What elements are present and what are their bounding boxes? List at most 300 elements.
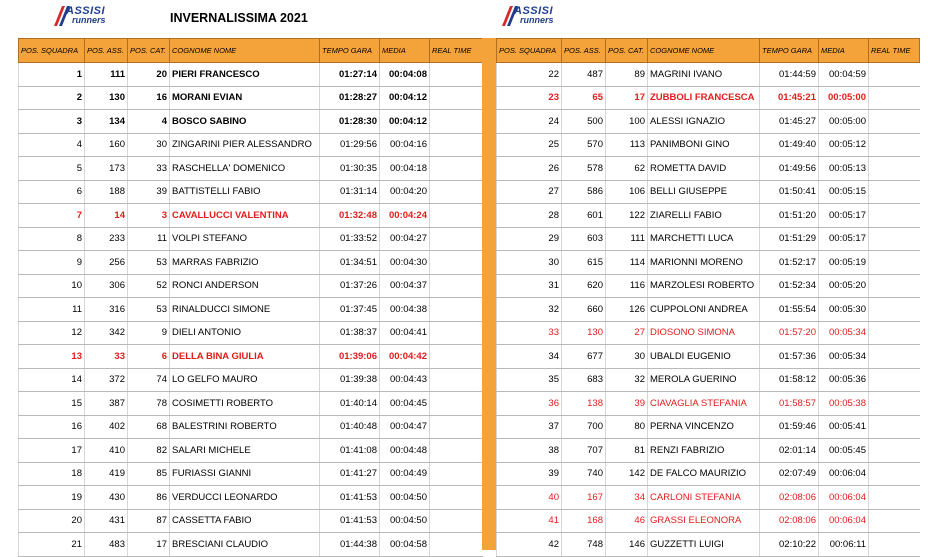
cell-pos-squadra: 31 — [497, 274, 562, 298]
cell-tempo-gara: 01:39:38 — [320, 368, 380, 392]
cell-real-time — [869, 227, 920, 251]
cell-tempo-gara: 01:52:17 — [760, 251, 819, 275]
cell-pos-squadra: 14 — [19, 368, 85, 392]
cell-real-time — [430, 274, 483, 298]
cell-pos-squadra: 2 — [19, 86, 85, 110]
cell-tempo-gara: 01:41:53 — [320, 509, 380, 533]
cell-real-time — [430, 462, 483, 486]
cell-pos-cat: 82 — [128, 439, 170, 463]
cell-pos-squadra: 15 — [19, 392, 85, 416]
cell-pos-ass: 160 — [85, 133, 128, 157]
cell-pos-ass: 586 — [562, 180, 606, 204]
cell-pos-cat: 111 — [606, 227, 648, 251]
cell-pos-cat: 11 — [128, 227, 170, 251]
cell-pos-ass: 130 — [85, 86, 128, 110]
cell-pos-ass: 130 — [562, 321, 606, 345]
table-row — [497, 415, 920, 439]
col-header-pos-cat: POS. CAT. — [606, 39, 648, 63]
table-row — [497, 251, 920, 275]
cell-media: 00:06:04 — [819, 509, 869, 533]
cell-cognome-nome: MORANI EVIAN — [170, 86, 320, 110]
table-row — [19, 110, 483, 134]
cell-pos-ass: 233 — [85, 227, 128, 251]
col-header-pos-ass: POS. ASS. — [562, 39, 606, 63]
cell-tempo-gara: 02:10:22 — [760, 533, 819, 557]
cell-pos-cat: 113 — [606, 133, 648, 157]
cell-media: 00:05:34 — [819, 345, 869, 369]
table-row — [497, 180, 920, 204]
cell-cognome-nome: PANIMBONI GINO — [648, 133, 760, 157]
cell-pos-ass: 487 — [562, 63, 606, 87]
table-row — [19, 415, 483, 439]
cell-cognome-nome: BALESTRINI ROBERTO — [170, 415, 320, 439]
cell-real-time — [869, 392, 920, 416]
table-row — [497, 368, 920, 392]
cell-tempo-gara: 01:31:14 — [320, 180, 380, 204]
cell-pos-cat: 39 — [606, 392, 648, 416]
cell-pos-cat: 122 — [606, 204, 648, 228]
cell-pos-squadra: 34 — [497, 345, 562, 369]
results-table-left — [18, 38, 483, 557]
col-header-tempo-gara: TEMPO GARA — [320, 39, 380, 63]
cell-real-time — [869, 204, 920, 228]
cell-pos-ass: 620 — [562, 274, 606, 298]
cell-pos-squadra: 29 — [497, 227, 562, 251]
col-header-pos-squadra: POS. SQUADRA — [497, 39, 562, 63]
cell-tempo-gara: 01:50:41 — [760, 180, 819, 204]
cell-pos-ass: 402 — [85, 415, 128, 439]
cell-pos-squadra: 38 — [497, 439, 562, 463]
cell-media: 00:05:12 — [819, 133, 869, 157]
table-row — [497, 321, 920, 345]
cell-pos-ass: 707 — [562, 439, 606, 463]
cell-cognome-nome: ROMETTA DAVID — [648, 157, 760, 181]
cell-cognome-nome: MARCHETTI LUCA — [648, 227, 760, 251]
table-row — [19, 533, 483, 557]
table-row — [19, 345, 483, 369]
cell-media: 00:05:17 — [819, 204, 869, 228]
cell-pos-cat: 142 — [606, 462, 648, 486]
cell-pos-squadra: 1 — [19, 63, 85, 87]
table-row — [19, 509, 483, 533]
table-row — [19, 63, 483, 87]
cell-media: 00:04:42 — [380, 345, 430, 369]
cell-tempo-gara: 01:39:06 — [320, 345, 380, 369]
cell-cognome-nome: GUZZETTI LUIGI — [648, 533, 760, 557]
cell-cognome-nome: BATTISTELLI FABIO — [170, 180, 320, 204]
cell-real-time — [869, 345, 920, 369]
cell-media: 00:04:08 — [380, 63, 430, 87]
cell-pos-cat: 85 — [128, 462, 170, 486]
cell-cognome-nome: LO GELFO MAURO — [170, 368, 320, 392]
cell-real-time — [869, 63, 920, 87]
page-title: INVERNALISSIMA 2021 — [170, 11, 308, 25]
cell-cognome-nome: MARZOLESI ROBERTO — [648, 274, 760, 298]
cell-media: 00:04:50 — [380, 486, 430, 510]
cell-real-time — [869, 86, 920, 110]
cell-media: 00:05:19 — [819, 251, 869, 275]
cell-pos-cat: 3 — [128, 204, 170, 228]
cell-pos-cat: 32 — [606, 368, 648, 392]
cell-pos-squadra: 4 — [19, 133, 85, 157]
cell-tempo-gara: 01:59:46 — [760, 415, 819, 439]
cell-pos-ass: 578 — [562, 157, 606, 181]
table-row — [497, 392, 920, 416]
cell-pos-ass: 138 — [562, 392, 606, 416]
cell-media: 00:05:15 — [819, 180, 869, 204]
cell-tempo-gara: 01:58:57 — [760, 392, 819, 416]
cell-media: 00:04:43 — [380, 368, 430, 392]
cell-pos-cat: 80 — [606, 415, 648, 439]
cell-pos-cat: 100 — [606, 110, 648, 134]
cell-real-time — [869, 509, 920, 533]
cell-cognome-nome: DIOSONO SIMONA — [648, 321, 760, 345]
logo-text-assisi: ASSISI — [514, 5, 554, 17]
cell-pos-squadra: 39 — [497, 462, 562, 486]
table-row — [497, 227, 920, 251]
cell-media: 00:06:11 — [819, 533, 869, 557]
logo-text-runners: runners — [72, 15, 106, 25]
cell-pos-squadra: 16 — [19, 415, 85, 439]
table-row — [497, 86, 920, 110]
cell-real-time — [869, 439, 920, 463]
col-header-pos-ass: POS. ASS. — [85, 39, 128, 63]
table-header-row — [19, 39, 483, 63]
cell-cognome-nome: FURIASSI GIANNI — [170, 462, 320, 486]
cell-pos-cat: 86 — [128, 486, 170, 510]
cell-cognome-nome: BOSCO SABINO — [170, 110, 320, 134]
cell-pos-squadra: 26 — [497, 157, 562, 181]
cell-media: 00:04:16 — [380, 133, 430, 157]
table-row — [497, 298, 920, 322]
cell-pos-squadra: 42 — [497, 533, 562, 557]
table-row — [19, 392, 483, 416]
cell-real-time — [869, 133, 920, 157]
table-row — [19, 368, 483, 392]
cell-pos-cat: 17 — [128, 533, 170, 557]
cell-tempo-gara: 01:34:51 — [320, 251, 380, 275]
cell-pos-cat: 116 — [606, 274, 648, 298]
cell-tempo-gara: 01:44:38 — [320, 533, 380, 557]
cell-tempo-gara: 01:38:37 — [320, 321, 380, 345]
cell-real-time — [869, 298, 920, 322]
table-row — [19, 321, 483, 345]
cell-real-time — [430, 63, 483, 87]
column-separator — [482, 38, 496, 550]
cell-pos-squadra: 22 — [497, 63, 562, 87]
col-header-media: MEDIA — [380, 39, 430, 63]
cell-pos-squadra: 18 — [19, 462, 85, 486]
cell-media: 00:04:59 — [819, 63, 869, 87]
cell-real-time — [869, 110, 920, 134]
cell-tempo-gara: 02:07:49 — [760, 462, 819, 486]
cell-cognome-nome: RASCHELLA' DOMENICO — [170, 157, 320, 181]
cell-real-time — [869, 533, 920, 557]
table-row — [19, 180, 483, 204]
cell-real-time — [430, 439, 483, 463]
cell-media: 00:06:04 — [819, 462, 869, 486]
cell-real-time — [869, 415, 920, 439]
cell-tempo-gara: 01:45:21 — [760, 86, 819, 110]
cell-pos-squadra: 40 — [497, 486, 562, 510]
cell-real-time — [430, 86, 483, 110]
cell-tempo-gara: 01:28:27 — [320, 86, 380, 110]
cell-pos-squadra: 24 — [497, 110, 562, 134]
cell-tempo-gara: 01:51:20 — [760, 204, 819, 228]
cell-cognome-nome: CUPPOLONI ANDREA — [648, 298, 760, 322]
assisi-runners-logo-right — [500, 4, 576, 28]
cell-pos-cat: 30 — [128, 133, 170, 157]
cell-pos-cat: 30 — [606, 345, 648, 369]
table-row — [497, 486, 920, 510]
cell-pos-ass: 570 — [562, 133, 606, 157]
cell-cognome-nome: VERDUCCI LEONARDO — [170, 486, 320, 510]
cell-real-time — [869, 180, 920, 204]
cell-pos-ass: 483 — [85, 533, 128, 557]
cell-media: 00:04:20 — [380, 180, 430, 204]
table-row — [19, 227, 483, 251]
cell-media: 00:05:30 — [819, 298, 869, 322]
cell-media: 00:04:12 — [380, 86, 430, 110]
cell-pos-squadra: 35 — [497, 368, 562, 392]
cell-pos-cat: 62 — [606, 157, 648, 181]
assisi-runners-logo-left — [52, 4, 128, 28]
cell-cognome-nome: PERNA VINCENZO — [648, 415, 760, 439]
cell-tempo-gara: 01:57:20 — [760, 321, 819, 345]
cell-real-time — [869, 157, 920, 181]
table-row — [497, 110, 920, 134]
cell-pos-ass: 65 — [562, 86, 606, 110]
cell-real-time — [869, 462, 920, 486]
cell-pos-cat: 81 — [606, 439, 648, 463]
cell-real-time — [430, 157, 483, 181]
cell-tempo-gara: 01:45:27 — [760, 110, 819, 134]
cell-pos-squadra: 27 — [497, 180, 562, 204]
cell-pos-cat: 9 — [128, 321, 170, 345]
cell-pos-ass: 14 — [85, 204, 128, 228]
cell-cognome-nome: MAGRINI IVANO — [648, 63, 760, 87]
col-header-cognome-nome: COGNOME NOME — [648, 39, 760, 63]
table-row — [497, 157, 920, 181]
cell-cognome-nome: MEROLA GUERINO — [648, 368, 760, 392]
cell-cognome-nome: GRASSI ELEONORA — [648, 509, 760, 533]
cell-real-time — [430, 533, 483, 557]
cell-pos-cat: 68 — [128, 415, 170, 439]
cell-cognome-nome: ALESSI IGNAZIO — [648, 110, 760, 134]
cell-tempo-gara: 01:49:56 — [760, 157, 819, 181]
cell-pos-squadra: 20 — [19, 509, 85, 533]
col-header-pos-cat: POS. CAT. — [128, 39, 170, 63]
cell-real-time — [430, 392, 483, 416]
cell-tempo-gara: 01:30:35 — [320, 157, 380, 181]
logo-text-runners: runners — [520, 15, 554, 25]
cell-cognome-nome: COSIMETTI ROBERTO — [170, 392, 320, 416]
cell-tempo-gara: 01:37:26 — [320, 274, 380, 298]
cell-tempo-gara: 01:55:54 — [760, 298, 819, 322]
cell-real-time — [430, 110, 483, 134]
cell-pos-cat: 53 — [128, 298, 170, 322]
cell-pos-squadra: 28 — [497, 204, 562, 228]
cell-pos-cat: 46 — [606, 509, 648, 533]
cell-cognome-nome: CIAVAGLIA STEFANIA — [648, 392, 760, 416]
cell-pos-squadra: 7 — [19, 204, 85, 228]
table-row — [19, 133, 483, 157]
cell-pos-ass: 500 — [562, 110, 606, 134]
cell-pos-ass: 700 — [562, 415, 606, 439]
cell-media: 00:04:12 — [380, 110, 430, 134]
cell-pos-cat: 34 — [606, 486, 648, 510]
cell-pos-squadra: 17 — [19, 439, 85, 463]
table-row — [497, 509, 920, 533]
cell-tempo-gara: 01:32:48 — [320, 204, 380, 228]
cell-real-time — [869, 368, 920, 392]
cell-tempo-gara: 02:08:06 — [760, 486, 819, 510]
cell-media: 00:05:41 — [819, 415, 869, 439]
cell-pos-ass: 677 — [562, 345, 606, 369]
cell-media: 00:04:41 — [380, 321, 430, 345]
cell-pos-cat: 146 — [606, 533, 648, 557]
cell-pos-squadra: 9 — [19, 251, 85, 275]
cell-tempo-gara: 01:49:40 — [760, 133, 819, 157]
cell-real-time — [430, 415, 483, 439]
cell-tempo-gara: 02:08:06 — [760, 509, 819, 533]
cell-pos-ass: 430 — [85, 486, 128, 510]
logo-text-assisi: ASSISI — [66, 5, 106, 17]
cell-cognome-nome: BELLI GIUSEPPE — [648, 180, 760, 204]
cell-pos-squadra: 32 — [497, 298, 562, 322]
cell-cognome-nome: DELLA BINA GIULIA — [170, 345, 320, 369]
cell-real-time — [430, 368, 483, 392]
cell-pos-squadra: 33 — [497, 321, 562, 345]
cell-media: 00:05:00 — [819, 86, 869, 110]
cell-real-time — [869, 251, 920, 275]
cell-pos-squadra: 23 — [497, 86, 562, 110]
cell-real-time — [869, 321, 920, 345]
cell-media: 00:04:47 — [380, 415, 430, 439]
cell-pos-ass: 683 — [562, 368, 606, 392]
cell-pos-ass: 615 — [562, 251, 606, 275]
cell-tempo-gara: 01:44:59 — [760, 63, 819, 87]
cell-cognome-nome: RENZI FABRIZIO — [648, 439, 760, 463]
cell-pos-squadra: 13 — [19, 345, 85, 369]
cell-real-time — [430, 251, 483, 275]
col-header-real-time: REAL TIME — [869, 39, 920, 63]
cell-cognome-nome: MARRAS FABRIZIO — [170, 251, 320, 275]
cell-media: 00:04:48 — [380, 439, 430, 463]
cell-media: 00:05:20 — [819, 274, 869, 298]
table-row — [19, 251, 483, 275]
cell-cognome-nome: UBALDI EUGENIO — [648, 345, 760, 369]
cell-pos-ass: 603 — [562, 227, 606, 251]
cell-tempo-gara: 01:52:34 — [760, 274, 819, 298]
table-row — [497, 63, 920, 87]
cell-media: 00:04:24 — [380, 204, 430, 228]
cell-cognome-nome: CAVALLUCCI VALENTINA — [170, 204, 320, 228]
cell-pos-squadra: 8 — [19, 227, 85, 251]
table-row — [497, 345, 920, 369]
cell-cognome-nome: MARIONNI MORENO — [648, 251, 760, 275]
cell-pos-squadra: 19 — [19, 486, 85, 510]
cell-cognome-nome: DE FALCO MAURIZIO — [648, 462, 760, 486]
cell-real-time — [430, 509, 483, 533]
cell-pos-ass: 342 — [85, 321, 128, 345]
cell-tempo-gara: 01:41:53 — [320, 486, 380, 510]
cell-cognome-nome: RONCI ANDERSON — [170, 274, 320, 298]
cell-pos-ass: 256 — [85, 251, 128, 275]
cell-tempo-gara: 01:40:14 — [320, 392, 380, 416]
cell-pos-squadra: 30 — [497, 251, 562, 275]
table-row — [497, 133, 920, 157]
cell-tempo-gara: 01:51:29 — [760, 227, 819, 251]
cell-tempo-gara: 01:33:52 — [320, 227, 380, 251]
cell-pos-ass: 419 — [85, 462, 128, 486]
cell-tempo-gara: 01:57:36 — [760, 345, 819, 369]
cell-pos-cat: 53 — [128, 251, 170, 275]
table-row — [19, 274, 483, 298]
col-header-media: MEDIA — [819, 39, 869, 63]
cell-pos-squadra: 11 — [19, 298, 85, 322]
cell-pos-cat: 126 — [606, 298, 648, 322]
table-row — [19, 462, 483, 486]
cell-pos-cat: 114 — [606, 251, 648, 275]
cell-real-time — [430, 298, 483, 322]
cell-pos-cat: 78 — [128, 392, 170, 416]
cell-real-time — [430, 321, 483, 345]
cell-tempo-gara: 01:27:14 — [320, 63, 380, 87]
cell-pos-cat: 17 — [606, 86, 648, 110]
cell-pos-squadra: 3 — [19, 110, 85, 134]
cell-pos-ass: 410 — [85, 439, 128, 463]
cell-cognome-nome: RINALDUCCI SIMONE — [170, 298, 320, 322]
cell-media: 00:05:13 — [819, 157, 869, 181]
cell-real-time — [430, 345, 483, 369]
cell-pos-ass: 740 — [562, 462, 606, 486]
table-row — [497, 274, 920, 298]
cell-pos-squadra: 21 — [19, 533, 85, 557]
cell-media: 00:05:45 — [819, 439, 869, 463]
table-row — [497, 533, 920, 557]
cell-pos-cat: 4 — [128, 110, 170, 134]
cell-media: 00:04:38 — [380, 298, 430, 322]
cell-cognome-nome: ZUBBOLI FRANCESCA — [648, 86, 760, 110]
cell-cognome-nome: ZINGARINI PIER ALESSANDRO — [170, 133, 320, 157]
cell-pos-ass: 306 — [85, 274, 128, 298]
cell-pos-ass: 134 — [85, 110, 128, 134]
cell-pos-ass: 33 — [85, 345, 128, 369]
cell-pos-ass: 173 — [85, 157, 128, 181]
cell-pos-squadra: 10 — [19, 274, 85, 298]
cell-cognome-nome: ZIARELLI FABIO — [648, 204, 760, 228]
cell-pos-ass: 387 — [85, 392, 128, 416]
cell-pos-ass: 431 — [85, 509, 128, 533]
cell-pos-cat: 89 — [606, 63, 648, 87]
table-header-row — [497, 39, 920, 63]
cell-cognome-nome: DIELI ANTONIO — [170, 321, 320, 345]
cell-real-time — [430, 227, 483, 251]
cell-pos-cat: 27 — [606, 321, 648, 345]
cell-pos-cat: 106 — [606, 180, 648, 204]
cell-pos-cat: 74 — [128, 368, 170, 392]
cell-pos-cat: 39 — [128, 180, 170, 204]
cell-pos-cat: 52 — [128, 274, 170, 298]
cell-tempo-gara: 01:41:08 — [320, 439, 380, 463]
cell-pos-ass: 168 — [562, 509, 606, 533]
cell-tempo-gara: 01:29:56 — [320, 133, 380, 157]
cell-cognome-nome: SALARI MICHELE — [170, 439, 320, 463]
cell-media: 00:04:49 — [380, 462, 430, 486]
cell-pos-cat: 33 — [128, 157, 170, 181]
col-header-tempo-gara: TEMPO GARA — [760, 39, 819, 63]
